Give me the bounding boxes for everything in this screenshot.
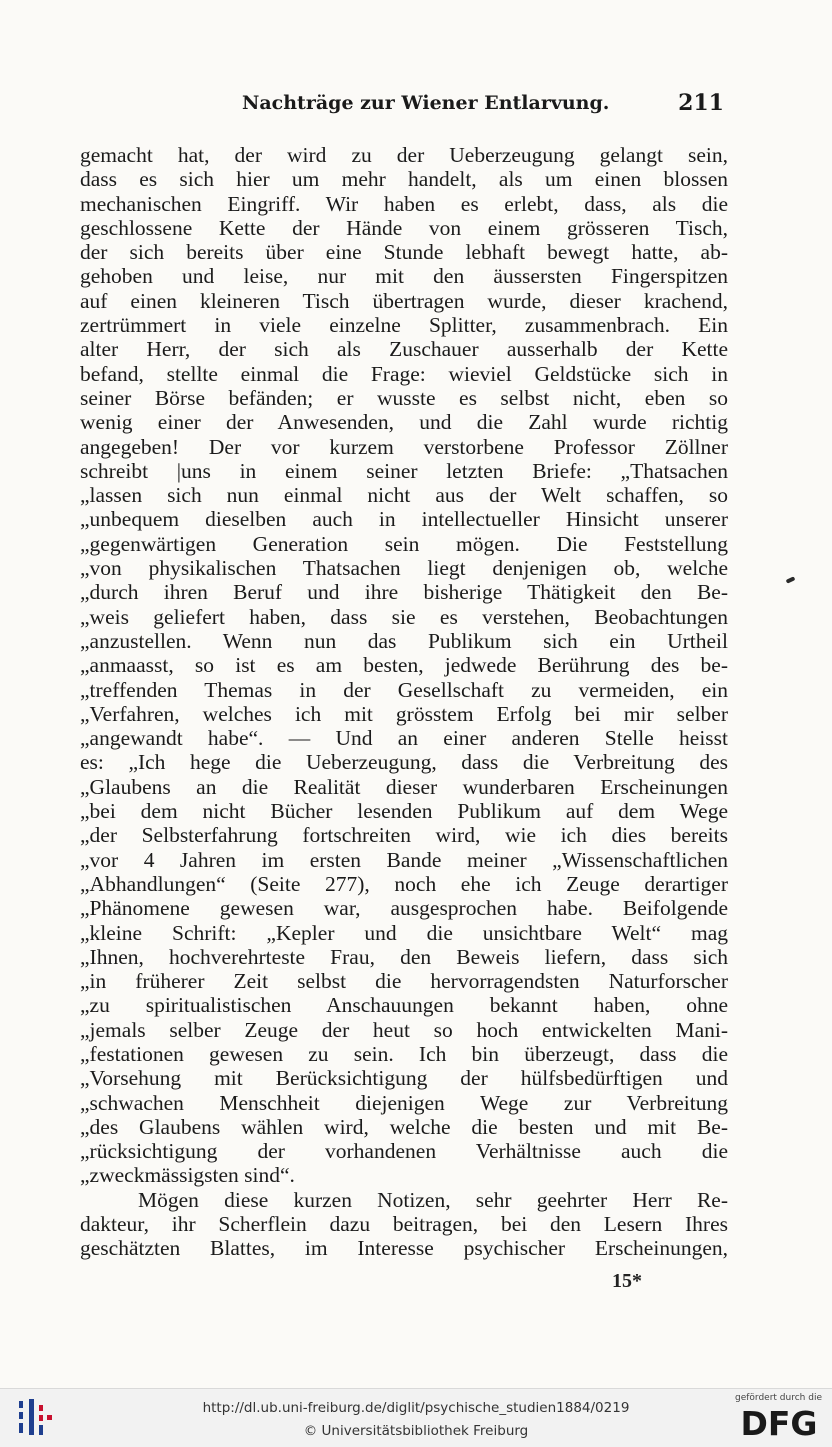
text-line: zertrümmert in viele einzelne Splitter, zusammenbrach. Ein — [80, 313, 728, 338]
text-line: mechanischen Eingriff. Wir haben es erlebt, dass, als die — [80, 191, 728, 216]
text-line: auf einen kleineren Tisch übertragen wurde, dieser krachend, — [80, 288, 728, 313]
running-title: Nachträge zur Wiener Entlarvung. — [242, 92, 610, 114]
copyright-notice: © Universitätsbibliothek Freiburg — [303, 1423, 529, 1439]
text-line: „schwachen Menschheit diejenigen Wege zur Verbreitung — [80, 1090, 728, 1115]
text-line: „jemals selber Zeuge der heut so hoch entwickelten Mani- — [80, 1017, 728, 1042]
document-url: http://dl.ub.uni-freiburg.de/diglit/psychische_studien1884/0219 — [202, 1400, 630, 1416]
text-line: „zweckmässigsten sind“. — [80, 1163, 295, 1188]
text-line: gehoben und leise, nur mit den äussersten Fingerspitzen — [80, 264, 728, 289]
text-line: „der Selbsterfahrung fortschreiten wird, wie ich dies bereits — [80, 823, 728, 848]
body-text — [80, 143, 728, 1261]
text-line: „rücksichtigung der vorhandenen Verhältnisse auch die — [80, 1139, 728, 1164]
text-line: „Glaubens an die Realität dieser wunderbaren Erscheinungen — [80, 774, 728, 799]
viewer-footer — [0, 1388, 832, 1447]
text-line: „weis geliefert haben, dass sie es verstehen, Beobachtungen — [80, 604, 728, 629]
text-line: „zu spiritualistischen Anschauungen bekannt haben, ohne — [80, 993, 728, 1018]
text-line: „durch ihren Beruf und ihre bisherige Thätigkeit den Be- — [80, 580, 728, 605]
text-line: „in früherer Zeit selbst die hervorragendsten Naturforscher — [80, 969, 728, 994]
text-line: befand, stellte einmal die Frage: wieviel Geldstücke sich in — [80, 361, 728, 386]
text-line: „kleine Schrift: „Kepler und die unsichtbare Welt“ mag — [80, 920, 728, 945]
page-number: 211 — [678, 90, 724, 116]
text-line: „festationen gewesen zu sein. Ich bin überzeugt, dass die — [80, 1041, 728, 1066]
text-line: alter Herr, der sich als Zuschauer ausserhalb der Kette — [80, 337, 728, 362]
text-line: „von physikalischen Thatsachen liegt denjenigen ob, welche — [80, 556, 728, 581]
text-line: geschätzten Blattes, im Interesse psychischer Erscheinungen, — [80, 1236, 728, 1261]
text-line: schreibt |uns in einem seiner letzten Briefe: „Thatsachen — [80, 458, 728, 483]
text-line: seiner Börse befänden; er wusste es selbst nicht, eben so — [80, 385, 728, 410]
text-line: gemacht hat, der wird zu der Ueberzeugung gelangt sein, — [80, 143, 728, 167]
text-line: „lassen sich nun einmal nicht aus der Welt schaffen, so — [80, 483, 728, 508]
page-header — [84, 92, 724, 122]
text-line: „Abhandlungen“ (Seite 277), noch ehe ich Zeuge derartiger — [80, 871, 728, 896]
text-line: „gegenwärtigen Generation sein mögen. Die Feststellung — [80, 531, 728, 556]
text-line: wenig einer der Anwesenden, und die Zahl wurde richtig — [80, 410, 728, 435]
ink-speck — [786, 576, 796, 583]
text-line: „anzustellen. Wenn nun das Publikum sich ein Urtheil — [80, 628, 728, 653]
signature-mark: 15* — [612, 1270, 642, 1292]
text-line: „Vorsehung mit Berücksichtigung der hülfsbedürftigen und — [80, 1066, 728, 1091]
text-line: „Phänomene gewesen war, ausgesprochen habe. Beifolgende — [80, 896, 728, 921]
text-line: der sich bereits über eine Stunde lebhaft bewegt hatte, ab- — [80, 240, 728, 265]
text-line: geschlossene Kette der Hände von einem grösseren Tisch, — [80, 215, 728, 240]
text-line: „des Glaubens wählen wird, welche die besten und mit Be- — [80, 1114, 728, 1139]
text-line: „vor 4 Jahren im ersten Bande meiner „Wissenschaftlichen — [80, 847, 728, 872]
dfg-logo — [736, 1405, 822, 1439]
text-line: „angewandt habe“. — Und an einer anderen Stelle heisst — [80, 726, 728, 751]
text-line: „Ihnen, hochverehrteste Frau, den Beweis liefern, dass sich — [80, 944, 728, 969]
dfg-caption: gefördert durch die — [735, 1393, 822, 1403]
text-line: „bei dem nicht Bücher lesenden Publikum auf dem Wege — [80, 799, 728, 824]
text-line: angegeben! Der vor kurzem verstorbene Professor Zöllner — [80, 434, 728, 459]
svg-text:DFG: DFG — [740, 1405, 818, 1439]
text-line: dakteur, ihr Scherflein dazu beitragen, bei den Lesern Ihres — [80, 1212, 728, 1237]
text-line: es: „Ich hege die Ueberzeugung, dass die Verbreitung des — [80, 750, 728, 775]
text-line: Mögen diese kurzen Notizen, sehr geehrter Herr Re- — [138, 1187, 728, 1212]
text-line: „Verfahren, welches ich mit grösstem Erfolg bei mir selber — [80, 701, 728, 726]
text-line: „anmaasst, so ist es am besten, jedwede Berührung des be- — [80, 653, 728, 678]
text-line: „treffenden Themas in der Gesellschaft zu vermeiden, ein — [80, 677, 728, 702]
text-line: „unbequem dieselben auch in intellectueller Hinsicht unserer — [80, 507, 728, 532]
text-line: dass es sich hier um mehr handelt, als um einen blossen — [80, 167, 728, 192]
